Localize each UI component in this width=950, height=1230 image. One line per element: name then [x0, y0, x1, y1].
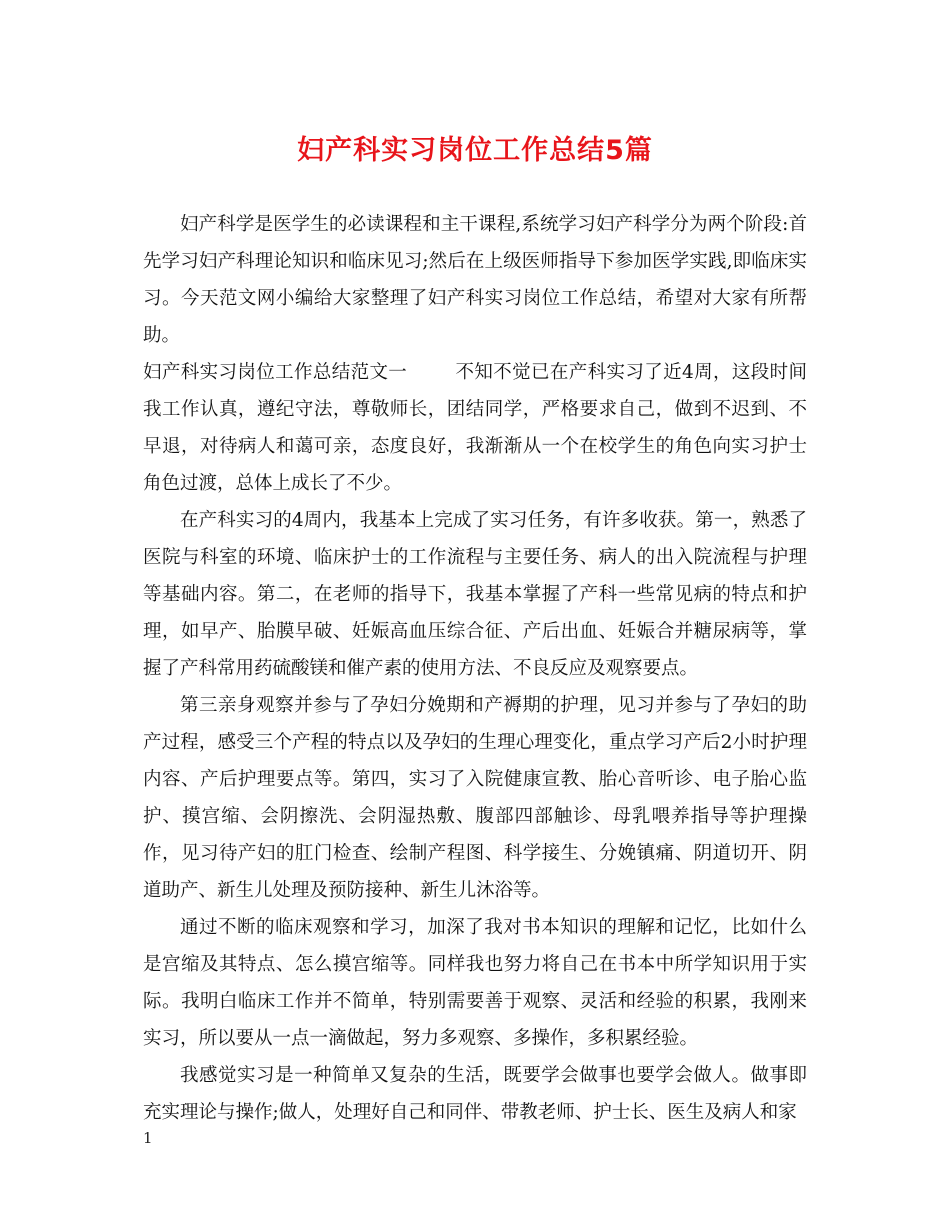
sample-paragraph: [143, 354, 807, 502]
body-paragraph: 在产科实习的4周内，我基本上完成了实习任务，有许多收获。第一，熟悉了医院与科室的环境、临床护士的工作流程与主要任务、病人的出入院流程与护理等基础内容。第二，在老师的指导下，我基本掌握了产科一些常见病的特点和护理，如早产、胎膜早破、妊娠高血压综合征、产后出血、妊娠合并糖尿病等，掌握了产科常用药硫酸镁和催产素的使用方法、不良反应及观察要点。: [143, 510, 807, 679]
sample-first-text: 不知不觉已在产科实习了近4周，这段时间我工作认真，遵纪守法，尊敬师长，团结同学，严格要求自己，做到不迟到、不早退，对待病人和蔼可亲，态度良好，我渐渐从一个在校学生的角色向实习护士角色过渡，总体上成长了不少。: [143, 362, 807, 494]
document-body: [143, 206, 807, 1131]
body-paragraph: 第三亲身观察并参与了孕妇分娩期和产褥期的护理，见习并参与了孕妇的助产过程，感受三个产程的特点以及孕妇的生理心理变化，重点学习产后2小时护理内容、产后护理要点等。第四，实习了入院健康宣教、胎心音听诊、电子胎心监护、摸宫缩、会阴擦洗、会阴湿热敷、腹部四部触诊、母乳喂养指导等护理操作，见习待产妇的肛门检查、绘制产程图、科学接生、分娩镇痛、阴道切开、阴道助产、新生儿处理及预防接种、新生儿沐浴等。: [143, 695, 807, 901]
body-paragraph: 我感觉实习是一种简单又复杂的生活，既要学会做事也要学会做人。做事即充实理论与操作;做人，处理好自己和同伴、带教老师、护士长、医生及病人和家: [143, 1065, 807, 1123]
page-number: 1: [143, 1129, 153, 1147]
document-title: 妇产科实习岗位工作总结5篇: [297, 135, 653, 166]
sample-heading: 妇产科实习岗位工作总结范文一: [143, 362, 408, 383]
intro-paragraph: 妇产科学是医学生的必读课程和主干课程,系统学习妇产科学分为两个阶段:首先学习妇产科理论知识和临床见习;然后在上级医师指导下参加医学实践,即临床实习。今天范文网小编给大家整理了妇产科实习岗位工作总结，希望对大家有所帮助。: [143, 214, 807, 346]
body-paragraph: 通过不断的临床观察和学习，加深了我对书本知识的理解和记忆，比如什么是宫缩及其特点、怎么摸宫缩等。同样我也努力将自己在书本中所学知识用于实际。我明白临床工作并不简单，特别需要善于观察、灵活和经验的积累，我刚来实习，所以要从一点一滴做起，努力多观察、多操作，多积累经验。: [143, 917, 807, 1049]
